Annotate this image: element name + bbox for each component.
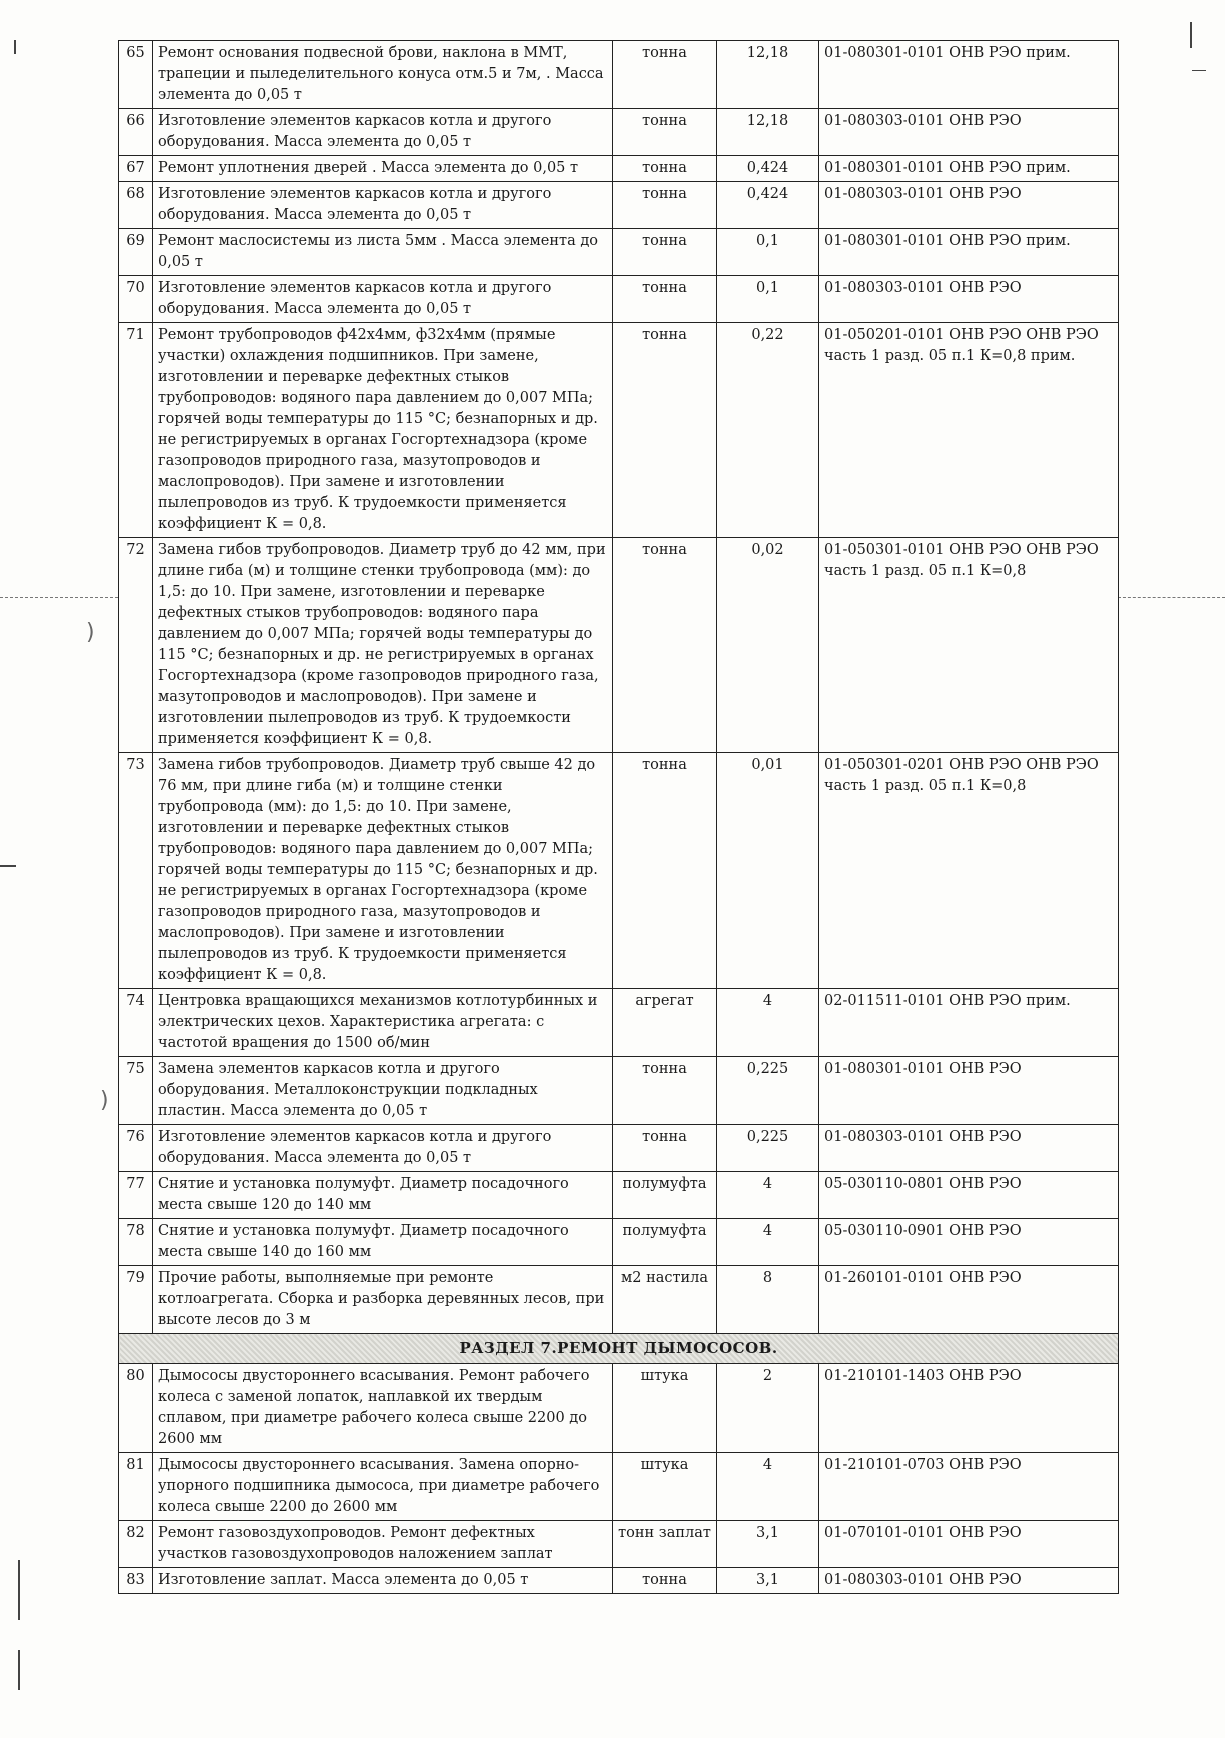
unit: тонна <box>613 1057 717 1125</box>
unit: тонна <box>613 753 717 989</box>
works-document <box>118 40 1118 1594</box>
table-row <box>119 1364 1119 1453</box>
table-row <box>119 1568 1119 1594</box>
scan-paren-mark: ) <box>100 1088 109 1113</box>
unit: полумуфта <box>613 1172 717 1219</box>
work-description: Ремонт уплотнения дверей . Масса элемента до 0,05 т <box>153 156 613 182</box>
norm-code: 01-080303-0101 ОНВ РЭО <box>819 1125 1119 1172</box>
norm-code: 01-210101-1403 ОНВ РЭО <box>819 1364 1119 1453</box>
work-description: Дымососы двустороннего всасывания. Ремонт рабочего колеса с заменой лопаток, наплавкой их твердым сплавом, при диаметре рабочего колеса свыше 2200 до 2600 мм <box>153 1364 613 1453</box>
row-number: 82 <box>119 1521 153 1568</box>
quantity: 12,18 <box>717 109 819 156</box>
quantity: 0,01 <box>717 753 819 989</box>
quantity: 12,18 <box>717 41 819 109</box>
table-row <box>119 1125 1119 1172</box>
quantity: 0,02 <box>717 538 819 753</box>
section-header-row <box>119 1334 1119 1364</box>
table-row <box>119 323 1119 538</box>
row-number: 83 <box>119 1568 153 1594</box>
work-description: Дымососы двустороннего всасывания. Замена опорно-упорного подшипника дымососа, при диаметре рабочего колеса свыше 2200 до 2600 мм <box>153 1453 613 1521</box>
table-row <box>119 1057 1119 1125</box>
quantity: 0,22 <box>717 323 819 538</box>
scan-mark <box>18 1650 20 1690</box>
table-row <box>119 1521 1119 1568</box>
scan-paren-mark: ) <box>86 620 95 645</box>
unit: м2 настила <box>613 1266 717 1334</box>
work-description: Ремонт маслосистемы из листа 5мм . Масса элемента до 0,05 т <box>153 229 613 276</box>
table-row <box>119 1453 1119 1521</box>
norm-code: 05-030110-0801 ОНВ РЭО <box>819 1172 1119 1219</box>
unit: тонна <box>613 1125 717 1172</box>
work-description: Снятие и установка полумуфт. Диаметр посадочного места свыше 120 до 140 мм <box>153 1172 613 1219</box>
table-row <box>119 182 1119 229</box>
norm-code: 01-080303-0101 ОНВ РЭО <box>819 276 1119 323</box>
row-number: 72 <box>119 538 153 753</box>
work-description: Ремонт газовоздухопроводов. Ремонт дефектных участков газовоздухопроводов наложением заплат <box>153 1521 613 1568</box>
scan-dash <box>0 597 118 598</box>
unit: тонна <box>613 538 717 753</box>
work-description: Ремонт трубопроводов ф42х4мм, ф32х4мм (прямые участки) охлаждения подшипников. При замене, изготовлении и переварке дефектных стыков трубопроводов: водяного пара давлением до 0,007 МПа; горячей воды температуры до 115 °С; безнапорных и др. не регистрируемых в органах Госгортехнадзора (кроме газопроводов природного газа, мазутопроводов и маслопроводов). При замене и изготовлении пылепроводов из труб. К трудоемкости применяется коэффициент К = 0,8. <box>153 323 613 538</box>
row-number: 70 <box>119 276 153 323</box>
table-row <box>119 109 1119 156</box>
unit: тонн заплат <box>613 1521 717 1568</box>
norm-code: 01-210101-0703 ОНВ РЭО <box>819 1453 1119 1521</box>
row-number: 65 <box>119 41 153 109</box>
work-description: Изготовление элементов каркасов котла и другого оборудования. Масса элемента до 0,05 т <box>153 182 613 229</box>
quantity: 0,225 <box>717 1125 819 1172</box>
row-number: 66 <box>119 109 153 156</box>
row-number: 68 <box>119 182 153 229</box>
work-description: Изготовление элементов каркасов котла и другого оборудования. Масса элемента до 0,05 т <box>153 109 613 156</box>
row-number: 79 <box>119 1266 153 1334</box>
unit: тонна <box>613 109 717 156</box>
table-row <box>119 1266 1119 1334</box>
norm-code: 01-080303-0101 ОНВ РЭО <box>819 1568 1119 1594</box>
row-number: 77 <box>119 1172 153 1219</box>
unit: тонна <box>613 182 717 229</box>
quantity: 4 <box>717 1453 819 1521</box>
work-description: Снятие и установка полумуфт. Диаметр посадочного места свыше 140 до 160 мм <box>153 1219 613 1266</box>
norm-code: 05-030110-0901 ОНВ РЭО <box>819 1219 1119 1266</box>
row-number: 74 <box>119 989 153 1057</box>
unit: штука <box>613 1364 717 1453</box>
quantity: 3,1 <box>717 1521 819 1568</box>
scan-mark <box>0 865 16 867</box>
quantity: 4 <box>717 989 819 1057</box>
quantity: 0,1 <box>717 229 819 276</box>
table-row <box>119 156 1119 182</box>
unit: штука <box>613 1453 717 1521</box>
quantity: 0,225 <box>717 1057 819 1125</box>
scan-mark <box>1192 70 1206 71</box>
row-number: 67 <box>119 156 153 182</box>
work-description: Замена гибов трубопроводов. Диаметр труб до 42 мм, при длине гиба (м) и толщине стенки трубопровода (мм): до 1,5: до 10. При замене, изготовлении и переварке дефектных стыков трубопроводов: водяного пара давлением до 0,007 МПа; горячей воды температуры до 115 °С; безнапорных и др. не регистрируемых в органах Госгортехнадзора (кроме газопроводов природного газа, мазутопроводов и маслопроводов). При замене и изготовлении пылепроводов из труб. К трудоемкости применяется коэффициент К = 0,8. <box>153 538 613 753</box>
table-row <box>119 276 1119 323</box>
work-description: Замена гибов трубопроводов. Диаметр труб свыше 42 до 76 мм, при длине гиба (м) и толщине стенки трубопровода (мм): до 1,5: до 10. При замене, изготовлении и переварке дефектных стыков трубопроводов: водяного пара давлением до 0,007 МПа; горячей воды температуры до 115 °С; безнапорных и др. не регистрируемых в органах Госгортехнадзора (кроме газопроводов природного газа, мазутопроводов и маслопроводов). При замене и изготовлении пылепроводов из труб. К трудоемкости применяется коэффициент К = 0,8. <box>153 753 613 989</box>
norm-code: 01-080301-0101 ОНВ РЭО <box>819 1057 1119 1125</box>
quantity: 3,1 <box>717 1568 819 1594</box>
row-number: 69 <box>119 229 153 276</box>
scan-dash <box>1118 597 1225 598</box>
table-row <box>119 753 1119 989</box>
unit: тонна <box>613 276 717 323</box>
norm-code: 01-080301-0101 ОНВ РЭО прим. <box>819 41 1119 109</box>
unit: агрегат <box>613 989 717 1057</box>
work-description: Изготовление элементов каркасов котла и другого оборудования. Масса элемента до 0,05 т <box>153 1125 613 1172</box>
norm-code: 01-080303-0101 ОНВ РЭО <box>819 182 1119 229</box>
scan-mark <box>18 1560 20 1620</box>
scan-mark <box>14 40 16 54</box>
work-description: Изготовление заплат. Масса элемента до 0,05 т <box>153 1568 613 1594</box>
unit: тонна <box>613 1568 717 1594</box>
unit: тонна <box>613 323 717 538</box>
work-description: Замена элементов каркасов котла и другого оборудования. Металлоконструкции подкладных пластин. Масса элемента до 0,05 т <box>153 1057 613 1125</box>
norm-code: 01-080301-0101 ОНВ РЭО прим. <box>819 229 1119 276</box>
row-number: 78 <box>119 1219 153 1266</box>
unit: тонна <box>613 229 717 276</box>
table-row <box>119 989 1119 1057</box>
work-description: Центровка вращающихся механизмов котлотурбинных и электрических цехов. Характеристика агрегата: с частотой вращения до 1500 об/мин <box>153 989 613 1057</box>
unit: тонна <box>613 156 717 182</box>
quantity: 0,424 <box>717 156 819 182</box>
section-title: РАЗДЕЛ 7.РЕМОНТ ДЫМОСОСОВ. <box>119 1334 1119 1364</box>
quantity: 0,1 <box>717 276 819 323</box>
quantity: 4 <box>717 1219 819 1266</box>
work-description: Ремонт основания подвесной брови, наклона в ММТ, трапеции и пыледелительного конуса отм.5 и 7м, . Масса элемента до 0,05 т <box>153 41 613 109</box>
norm-code: 02-011511-0101 ОНВ РЭО прим. <box>819 989 1119 1057</box>
norm-code: 01-070101-0101 ОНВ РЭО <box>819 1521 1119 1568</box>
norm-code: 01-260101-0101 ОНВ РЭО <box>819 1266 1119 1334</box>
norm-code: 01-050201-0101 ОНВ РЭО ОНВ РЭО часть 1 разд. 05 п.1 К=0,8 прим. <box>819 323 1119 538</box>
quantity: 2 <box>717 1364 819 1453</box>
row-number: 73 <box>119 753 153 989</box>
table-row <box>119 1172 1119 1219</box>
table-row <box>119 41 1119 109</box>
quantity: 0,424 <box>717 182 819 229</box>
quantity: 4 <box>717 1172 819 1219</box>
work-description: Изготовление элементов каркасов котла и другого оборудования. Масса элемента до 0,05 т <box>153 276 613 323</box>
quantity: 8 <box>717 1266 819 1334</box>
row-number: 80 <box>119 1364 153 1453</box>
unit: тонна <box>613 41 717 109</box>
row-number: 76 <box>119 1125 153 1172</box>
works-table-body <box>119 41 1119 1594</box>
works-table <box>118 40 1119 1594</box>
norm-code: 01-080303-0101 ОНВ РЭО <box>819 109 1119 156</box>
table-row <box>119 229 1119 276</box>
row-number: 75 <box>119 1057 153 1125</box>
work-description: Прочие работы, выполняемые при ремонте котлоагрегата. Сборка и разборка деревянных лесов, при высоте лесов до 3 м <box>153 1266 613 1334</box>
table-row <box>119 1219 1119 1266</box>
row-number: 71 <box>119 323 153 538</box>
table-row <box>119 538 1119 753</box>
scan-mark <box>1190 22 1192 48</box>
row-number: 81 <box>119 1453 153 1521</box>
norm-code: 01-050301-0101 ОНВ РЭО ОНВ РЭО часть 1 разд. 05 п.1 К=0,8 <box>819 538 1119 753</box>
norm-code: 01-080301-0101 ОНВ РЭО прим. <box>819 156 1119 182</box>
unit: полумуфта <box>613 1219 717 1266</box>
norm-code: 01-050301-0201 ОНВ РЭО ОНВ РЭО часть 1 разд. 05 п.1 К=0,8 <box>819 753 1119 989</box>
